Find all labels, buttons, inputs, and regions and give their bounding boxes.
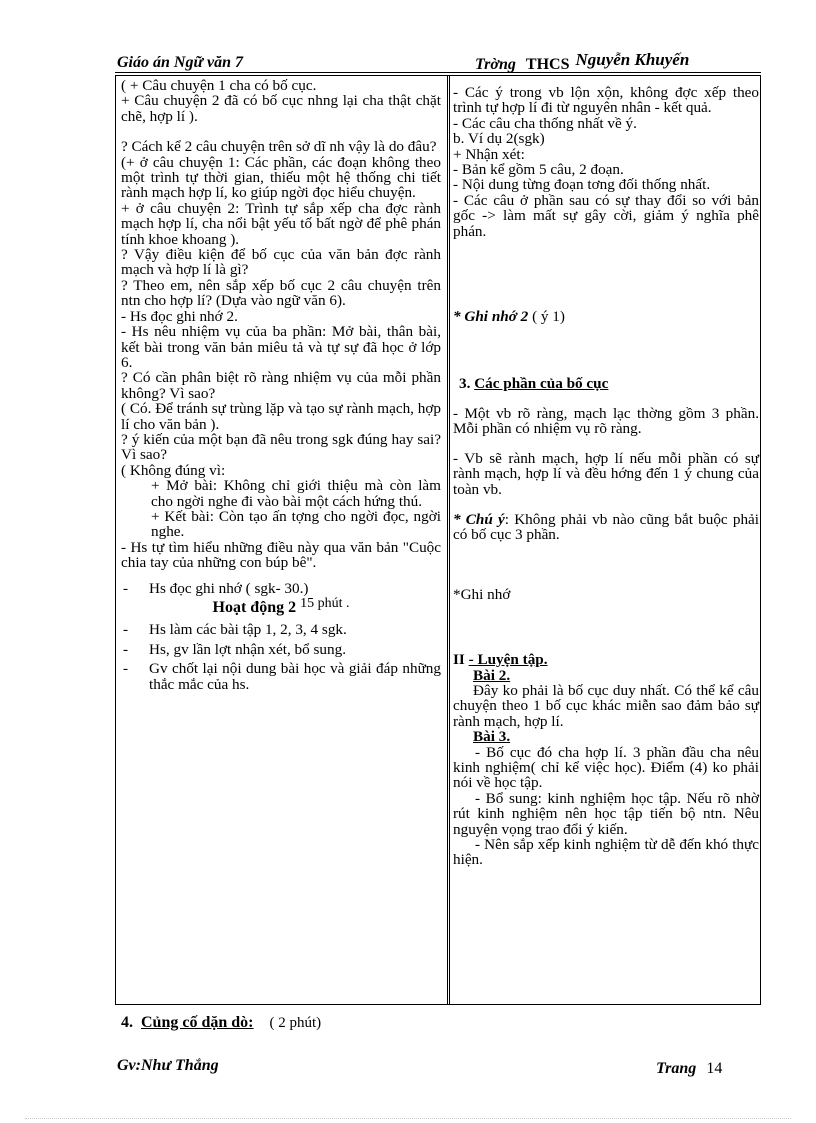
activity-heading: [121, 596, 441, 616]
text-line: - Các câu cha thống nhất về ý.: [453, 114, 637, 132]
column-divider: [447, 76, 450, 1004]
section-3-number: 3.: [459, 375, 471, 393]
school-type: THCS: [525, 56, 570, 73]
text-line: ( + Câu chuyện 1 cha có bố cục.: [121, 77, 317, 94]
memo-2-label: * Ghi nhớ 2: [453, 308, 529, 326]
review-label: Củng cố dặn dò:: [141, 1014, 254, 1031]
text-line: + ở câu chuyện 2: Trình tự sắp xếp cha đợc rành mạch hợp lí, cha nổi bật yếu tố bất ngờ để phê phán tính khoe khoang ).: [121, 199, 441, 248]
page-word: Trang: [656, 1060, 697, 1077]
exercise-2-heading: [453, 668, 759, 683]
text-line: - Hs đọc ghi nhớ 2.: [121, 307, 238, 325]
paragraph-parts: - Một vb rõ ràng, mạch lạc thờng gồm 3 phần. Mỗi phần có nhiệm vụ rõ ràng.: [453, 404, 759, 438]
school-prefix: Trờng: [475, 56, 516, 73]
question-line: ? Cách kể 2 câu chuyện trên sở dĩ nh vậy là do đâu?: [121, 138, 437, 156]
bullet-item: - Hs làm các bài tập 1, 2, 3, 4 sgk.: [121, 622, 441, 637]
spacer: [453, 239, 759, 309]
section-3-title: Các phần của bố cục: [474, 375, 609, 393]
note-paragraph: [453, 512, 759, 543]
exercise-3-title: Bài 3.: [473, 728, 511, 746]
text-line: - Hs nêu nhiệm vụ của ba phần: Mở bài, thân bài, kết bài trong văn bản miêu tả và tự sự đã học ở lớp 6.: [121, 323, 441, 371]
text-line: (+ ở câu chuyện 1: Các phần, các đoạn không theo một trình tự thời gian, thiếu một hệ thống chi tiết rành mạch hợp lí, ko giúp ngời đọc hiểu chuyện.: [121, 153, 441, 202]
question-line: ? ý kiến của một bạn đã nêu trong sgk đúng hay sai? Vì sao?: [121, 430, 441, 464]
note-text: : Không phải vb nào cũng bắt buộc phải có bố cục 3 phần.: [453, 510, 760, 544]
bullet-item: - Gv chốt lại nội dung bài học và giải đáp những thắc mắc của hs.: [121, 661, 441, 692]
practice-heading: [453, 652, 759, 667]
content-column: [453, 78, 759, 868]
exercise-3-heading: [453, 729, 759, 744]
page-number: [656, 1060, 722, 1078]
memo-text: *Ghi nhớ: [453, 585, 511, 603]
text-line: - Hs tự tìm hiểu những điều này qua văn bản "Cuộc chia tay của những con búp bê".: [121, 538, 441, 572]
question-line: ? Theo em, nên sắp xếp bố cục 2 câu chuyện trên ntn cho hợp lí? (Dựa vào ngữ văn 6).: [121, 276, 441, 310]
spacer: [453, 392, 759, 406]
page-bottom-rule: [25, 1118, 791, 1119]
activity-title: Hoạt động 2: [212, 599, 297, 616]
memo-2-note: ( ý 1): [532, 308, 565, 326]
text-line: + Nhận xét:: [453, 145, 525, 163]
text-line: - Các ý trong vb lộn xộn, không đợc xếp theo trình tự hợp lí đi từ nguyên nhân - kết quả.: [453, 84, 759, 117]
review-section: [121, 1014, 321, 1032]
exercise-2-title: Bài 2.: [473, 666, 511, 684]
header-rule: [115, 72, 761, 73]
spacer: [453, 602, 759, 652]
school-name: Nguyễn Khuyến: [575, 50, 690, 69]
exercise-3-line: - Bố cục đó cha hợp lí. 3 phần đầu cha nêu kinh nghiệm( chỉ kể việc học). Điểm (4) ko phải nói về học tập.: [453, 743, 759, 792]
text-line: - Nội dung từng đoạn tơng đối thống nhất.: [453, 176, 711, 194]
teacher-student-activity-column: [121, 78, 441, 696]
practice-number: II: [453, 651, 465, 669]
subject-title: Giáo án Ngữ văn 7: [117, 54, 244, 71]
question-line: ? Có cần phân biệt rõ ràng nhiệm vụ của mỗi phần không? Vì sao?: [121, 369, 441, 402]
spacer: [121, 571, 441, 577]
text-line: ( Có. Để tránh sự trùng lặp và tạo sự rành mạch, hợp lí cho văn bản ).: [121, 400, 441, 433]
text-line: ( Không đúng vì:: [121, 461, 226, 479]
exercise-2-text: Đây ko phải là bố cục duy nhất. Có thể kể câu chuyện theo 1 bố cục khác miễn sao đảm bảo sự rành mạch, hợp lí.: [453, 681, 759, 730]
review-time: ( 2 phút): [269, 1015, 322, 1031]
teacher-signature: Gv:Như Thắng: [117, 1057, 219, 1074]
spacer: [453, 437, 759, 451]
review-number: 4.: [121, 1014, 133, 1031]
bullet-item: - Hs, gv lần lợt nhận xét, bổ sung.: [121, 642, 441, 657]
activity-time: 15 phút .: [300, 596, 350, 611]
spacer: [121, 124, 441, 139]
text-line: + Mở bài: Không chỉ giới thiệu mà còn làm cho ngời nghe đi vào bài một cách hứng thú.: [151, 477, 441, 510]
page-header: [117, 50, 758, 72]
page-num: 14: [706, 1060, 723, 1077]
text-line: - Bản kể gồm 5 câu, 2 đoạn.: [453, 161, 624, 179]
school-heading: [475, 50, 690, 73]
lesson-table: [115, 75, 761, 1005]
section-3-heading: [453, 376, 759, 391]
practice-title: - Luyện tập.: [468, 651, 548, 669]
question-line: ? Vậy điều kiện để bố cục của văn bản đợc rành mạch và hợp lí là gì?: [121, 246, 441, 279]
exercise-3-line: - Bổ sung: kinh nghiệm học tập. Nếu rõ nhờ rút kinh nghiệm nên học tập tiến bộ ntn. Nêu nguyện vọng trao đổi ý kiến.: [453, 789, 759, 838]
text-line: - Các câu ở phần sau có sự thay đổi so với bản gốc -> làm mất sự gây cời, giảm ý nghĩa phê phán.: [453, 191, 759, 240]
exercise-3-line: - Nên sắp xếp kinh nghiệm từ dễ đến khó thực hiện.: [453, 836, 759, 869]
memo-2: [453, 309, 759, 324]
text-line: b. Ví dụ 2(sgk): [453, 130, 545, 148]
text-line: + Câu chuyện 2 đã có bố cục nhng lại cha thật chặt chẽ, hợp lí ).: [121, 92, 441, 125]
spacer: [453, 497, 759, 512]
bullet-item: - Hs đọc ghi nhớ ( sgk- 30.): [121, 581, 441, 596]
note-label: * Chú ý: [453, 510, 505, 528]
text-line: + Kết bài: Còn tạo ấn tợng cho ngời đọc, ngời nghe.: [151, 507, 441, 541]
paragraph-clarity: - Vb sẽ rành mạch, hợp lí nếu mỗi phần có sự rành mạch, hợp lí và đều hớng đến 1 ý chung của toàn vb.: [453, 449, 759, 498]
spacer: [453, 324, 759, 376]
spacer: [453, 543, 759, 587]
